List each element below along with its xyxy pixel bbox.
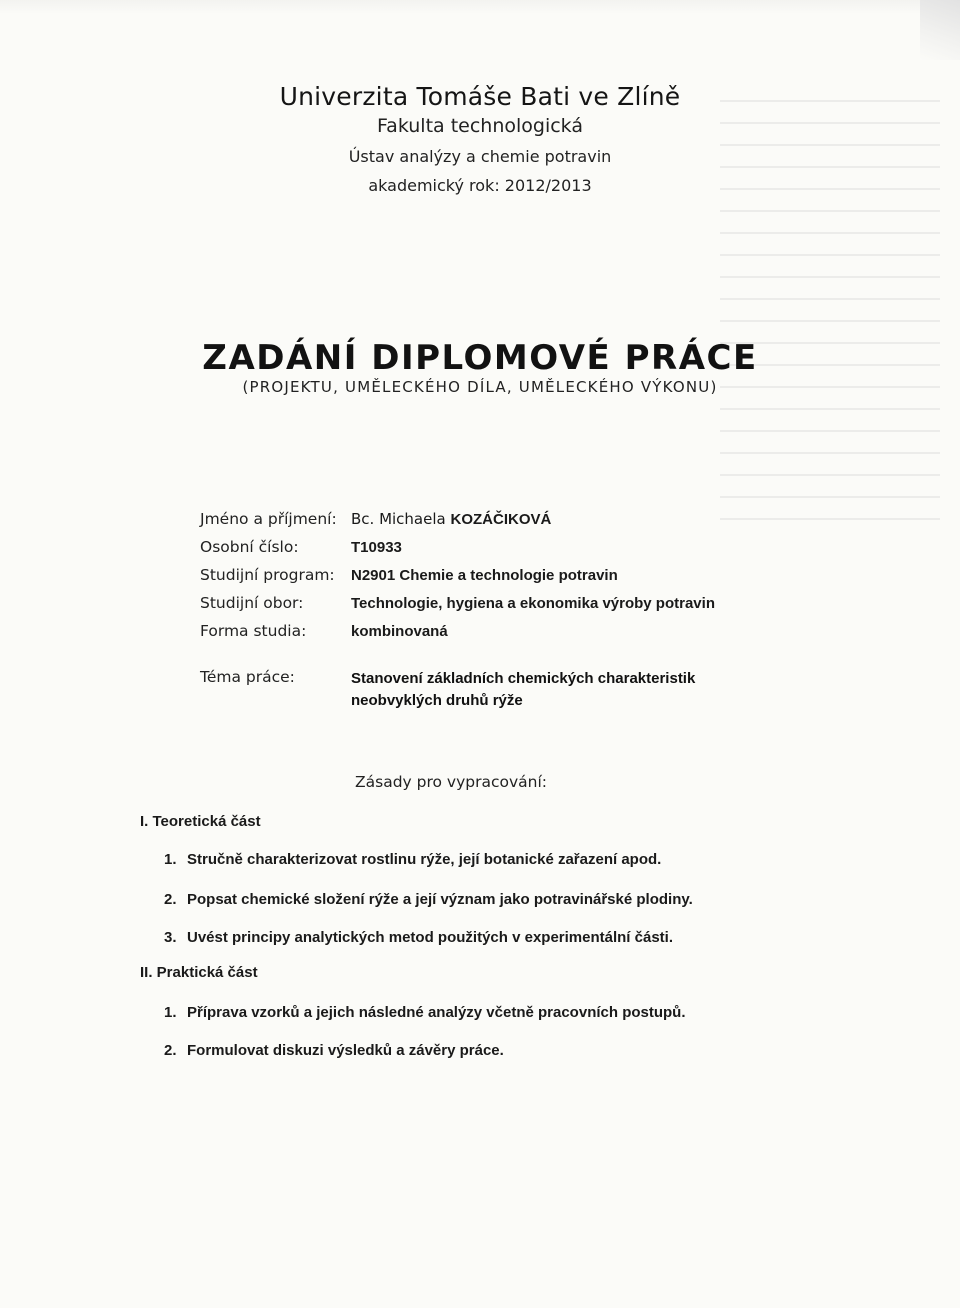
university-name: Univerzita Tomáše Bati ve Zlíně [279,82,681,111]
list-item [164,891,693,908]
section-title: I. Teoretická část [140,813,261,830]
item-number: 2. [164,1042,177,1059]
topic-block [200,668,820,712]
info-label: Studijní obor: [200,594,304,612]
scan-artifact [920,0,960,60]
item-number: 2. [164,891,177,908]
document-title: ZADÁNÍ DIPLOMOVÉ PRÁCE [202,338,758,378]
topic-value: Stanovení základních chemických charakteristik neobvyklých druhů rýže [351,670,696,709]
item-number: 1. [164,1004,177,1021]
list-item [164,1042,504,1059]
info-label: Jméno a příjmení: [200,510,337,528]
list-item [164,1004,686,1021]
item-text: Stručně charakterizovat rostlinu rýže, její botanické zařazení apod. [187,851,662,868]
info-value: N2901 Chemie a technologie potravin [351,567,618,584]
item-text: Popsat chemické složení rýže a její význam jako potravinářské plodiny. [187,891,693,908]
info-row-study-form [200,622,820,650]
info-label: Studijní program: [200,566,335,584]
item-number: 3. [164,929,177,946]
info-value: kombinovaná [351,623,448,640]
info-row-study-field [200,594,820,622]
faculty-name: Fakulta technologická [377,115,583,137]
principles-heading: Zásady pro vypracování: [355,773,547,791]
info-row-study-program [200,566,820,594]
institute-name: Ústav analýzy a chemie potravin [348,147,612,166]
item-text: Uvést principy analytických metod použitých v experimentální části. [187,929,673,946]
info-value: Technologie, hygiena a ekonomika výroby potravin [351,595,715,612]
document-subtitle: (PROJEKTU, UMĚLECKÉHO DÍLA, UMĚLECKÉHO VÝKONU) [242,378,718,396]
item-text: Formulovat diskuzi výsledků a závěry práce. [187,1042,504,1059]
list-item [164,929,673,946]
info-value: T10933 [351,539,402,556]
section-title: II. Praktická část [140,964,258,981]
info-label: Forma studia: [200,622,307,640]
item-number: 1. [164,851,177,868]
topic-label: Téma práce: [200,668,295,686]
info-row-personal-number [200,538,820,566]
info-value-name [351,510,551,528]
item-text: Příprava vzorků a jejich následné analýzy včetně pracovních postupů. [187,1004,686,1021]
name-prefix: Bc. Michaela [351,510,446,528]
list-item [164,851,661,868]
student-info [200,510,820,650]
info-row-name [200,510,820,538]
surname: KOZÁČIKOVÁ [450,511,552,528]
academic-year: akademický rok: 2012/2013 [368,176,592,195]
info-label: Osobní číslo: [200,538,299,556]
